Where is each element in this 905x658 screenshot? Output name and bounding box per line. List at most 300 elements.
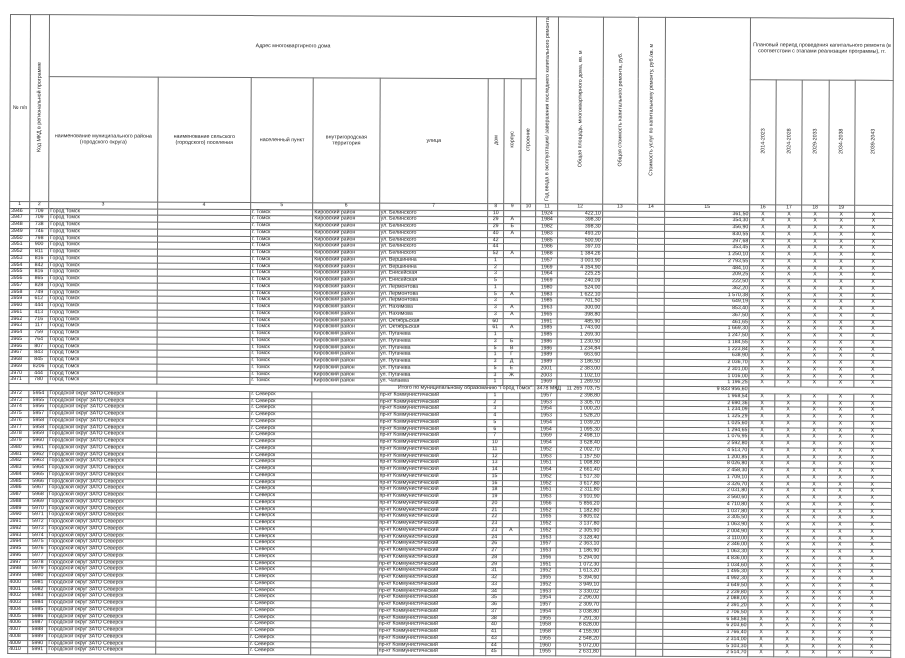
- street-cell: ул. Октябрьская: [379, 325, 487, 332]
- period-mark-cell: Х: [748, 529, 774, 536]
- area-cell: 1 072,30: [556, 562, 600, 569]
- repair-cost-cell: 209,25: [664, 272, 749, 279]
- house-cell: 40: [486, 622, 502, 629]
- period-mark-cell: Х: [854, 360, 892, 367]
- house-cell: 35: [486, 595, 502, 602]
- house-cell: 2: [487, 399, 503, 406]
- mkd-id-cell: 5975: [28, 539, 47, 546]
- area-cell: 1 622,10: [558, 292, 602, 299]
- period-mark-cell: Х: [827, 434, 853, 441]
- municipality-cell: Городской округ ЗАТО Северск: [47, 580, 155, 587]
- year-cell: 1954: [535, 440, 557, 447]
- period-mark-cell: Х: [748, 616, 774, 623]
- column-number-cell: 8: [488, 203, 504, 210]
- period-mark-cell: Х: [801, 434, 827, 441]
- period-mark-cell: Х: [854, 300, 892, 307]
- mkd-id-cell: 5961: [29, 444, 48, 451]
- period-mark-cell: Х: [828, 252, 854, 259]
- house-cell: 23: [486, 527, 502, 534]
- row-number-cell: 3956: [9, 276, 29, 283]
- col-header-address-group: Адрес многоквартирного дома: [49, 15, 536, 79]
- row-number-cell: 3962: [9, 316, 29, 323]
- street-cell: пр-кт Коммунистический: [378, 406, 486, 413]
- municipality-cell: Городской округ ЗАТО Северск: [47, 559, 155, 566]
- locality-cell: г. Томск: [250, 310, 312, 317]
- year-cell: 1952: [535, 447, 557, 454]
- row-number-cell: 3969: [9, 363, 29, 370]
- street-cell: пр-кт Коммунистический: [378, 433, 486, 440]
- year-cell: 1955: [534, 636, 556, 643]
- period-mark-cell: Х: [749, 427, 775, 434]
- column-number-cell: 10: [521, 203, 536, 210]
- street-cell: ул. Вершинина: [379, 257, 487, 264]
- area-cell: 1 008,80: [557, 460, 601, 467]
- row-number-cell: 3967: [9, 350, 29, 357]
- period-mark-cell: Х: [854, 232, 892, 239]
- house-cell: 42: [488, 237, 504, 244]
- period-mark-cell: Х: [828, 232, 854, 239]
- locality-cell: г. Томск: [250, 344, 312, 351]
- area-cell: 1 000,20: [557, 406, 601, 413]
- municipality-cell: Городской округ ЗАТО Северск: [48, 451, 156, 458]
- locality-cell: г. Томск: [250, 277, 312, 284]
- period-mark-cell: Х: [775, 495, 801, 502]
- period-mark-cell: Х: [750, 238, 776, 245]
- period-mark-cell: Х: [749, 373, 775, 380]
- period-mark-cell: Х: [827, 414, 853, 421]
- col-header-cost-total: Общая стоимость капитального ремонта, руб.: [602, 17, 638, 204]
- locality-cell: г. Северск: [250, 412, 312, 419]
- period-mark-cell: Х: [749, 414, 775, 421]
- street-cell: пр-кт Коммунистический: [378, 412, 486, 419]
- area-cell: 4 155,90: [556, 629, 600, 636]
- period-mark-cell: Х: [749, 353, 775, 360]
- period-mark-cell: Х: [827, 495, 853, 502]
- year-cell: 1953: [534, 588, 556, 595]
- locality-cell: г. Северск: [249, 513, 311, 520]
- locality-cell: г. Северск: [250, 398, 312, 405]
- period-mark-cell: Х: [801, 347, 827, 354]
- period-mark-cell: Х: [775, 373, 801, 380]
- year-cell: 1953: [535, 453, 557, 460]
- street-cell: пр-кт Коммунистический: [378, 439, 486, 446]
- house-cell: 44: [486, 642, 502, 649]
- year-cell: 1959: [535, 433, 557, 440]
- area-cell: 493,20: [558, 231, 602, 238]
- col-header-district: внутригородская территория: [313, 77, 380, 202]
- repair-cost-cell: 6 203,60: [663, 623, 748, 630]
- repair-cost-cell: 1 016,00: [664, 373, 749, 380]
- total-label: Итого по муниципальному образованию "Город Томск":: [378, 385, 535, 392]
- period-mark-cell: Х: [853, 529, 891, 536]
- house-cell: 16: [486, 480, 502, 487]
- period-mark-cell: Х: [801, 475, 827, 482]
- period-mark-cell: Х: [800, 650, 826, 657]
- period-mark-cell: Х: [828, 279, 854, 286]
- period-mark-cell: Х: [827, 441, 853, 448]
- period-mark-cell: Х: [748, 556, 774, 563]
- row-number-cell: 3996: [8, 552, 28, 559]
- period-mark-cell: Х: [776, 238, 802, 245]
- year-cell: 1985: [535, 332, 557, 339]
- period-mark-cell: Х: [853, 495, 891, 502]
- row-number-cell: 3960: [9, 303, 29, 310]
- mkd-id-cell: 5986: [28, 613, 47, 620]
- period-mark-cell: Х: [854, 320, 892, 327]
- mkd-id-cell: 5979: [28, 566, 47, 573]
- row-number-cell: 4009: [8, 640, 28, 647]
- area-cell: 3 038,80: [556, 609, 600, 616]
- period-mark-cell: Х: [801, 448, 827, 455]
- street-cell: пр-кт Коммунистический: [378, 541, 486, 548]
- mkd-id-cell: 5985: [28, 606, 47, 613]
- repair-cost-cell: 649,19: [664, 299, 749, 306]
- area-cell: 398,80: [558, 312, 602, 319]
- year-cell: 1984: [536, 217, 558, 224]
- period-mark-cell: Х: [750, 211, 776, 218]
- area-cell: 3 328,40: [557, 535, 601, 542]
- house-cell: 20: [486, 500, 502, 507]
- locality-cell: г. Северск: [249, 526, 311, 533]
- house-cell: 44: [488, 244, 504, 251]
- area-cell: 1 384,26: [558, 251, 602, 258]
- period-mark-cell: Х: [802, 218, 828, 225]
- street-cell: пр-кт Коммунистический: [378, 480, 486, 487]
- period-mark-cell: Х: [749, 434, 775, 441]
- area-cell: 422,10: [558, 211, 602, 218]
- locality-cell: г. Северск: [249, 594, 311, 601]
- period-mark-cell: Х: [775, 508, 801, 515]
- year-cell: 1954: [534, 595, 556, 602]
- period-mark-cell: Х: [853, 509, 891, 516]
- period-mark-cell: Х: [774, 630, 800, 637]
- period-mark-cell: Х: [826, 617, 852, 624]
- year-cell: 1963: [536, 305, 558, 312]
- period-mark-cell: Х: [853, 556, 891, 563]
- year-cell: 1985: [536, 298, 558, 305]
- period-mark-cell: Х: [748, 562, 774, 569]
- year-cell: 1986: [535, 339, 557, 346]
- house-cell: 29: [486, 561, 502, 568]
- period-mark-cell: Х: [775, 367, 801, 374]
- row-number-cell: 3986: [8, 485, 28, 492]
- street-cell: ул. Пугачева: [378, 372, 486, 379]
- area-cell: 2 311,80: [557, 487, 601, 494]
- period-mark-cell: Х: [828, 293, 854, 300]
- area-cell: 397,03: [558, 244, 602, 251]
- year-cell: 1964: [536, 271, 558, 278]
- area-cell: 701,50: [558, 298, 602, 305]
- locality-cell: г. Томск: [250, 337, 312, 344]
- municipality-cell: Городской округ ЗАТО Северск: [47, 553, 155, 560]
- municipality-cell: Городской округ ЗАТО Северск: [48, 492, 156, 499]
- period-mark-cell: Х: [749, 515, 775, 522]
- street-cell: ул. Пугачева: [379, 345, 487, 352]
- period-mark-cell: Х: [801, 340, 827, 347]
- area-cell: 4 354,90: [558, 265, 602, 272]
- period-mark-cell: Х: [828, 225, 854, 232]
- period-mark-cell: Х: [748, 583, 774, 590]
- year-cell: 1953: [535, 534, 557, 541]
- year-cell: 1957: [534, 541, 556, 548]
- locality-cell: г. Северск: [249, 574, 311, 581]
- period-mark-cell: Х: [827, 590, 853, 597]
- repair-cost-cell: 1 184,55: [664, 339, 749, 346]
- repair-cost-cell: 1 709,10: [663, 474, 748, 481]
- row-number-cell: 3950: [10, 235, 30, 242]
- municipality-cell: Город Томск: [49, 262, 157, 269]
- period-mark-cell: Х: [774, 643, 800, 650]
- year-cell: 1952: [534, 568, 556, 575]
- row-number-cell: 4010: [8, 647, 28, 654]
- mkd-id-cell: 5962: [29, 451, 48, 458]
- mkd-id-cell: 5959: [29, 431, 48, 438]
- district-cell: Кировский район: [312, 324, 378, 331]
- municipality-cell: Городской округ ЗАТО Северск: [47, 532, 155, 539]
- street-cell: пр-кт Коммунистический: [377, 615, 485, 622]
- period-mark-cell: Х: [854, 286, 892, 293]
- period-mark-cell: Х: [749, 441, 775, 448]
- mkd-id-cell: 5976: [28, 546, 47, 553]
- period-mark-cell: Х: [826, 650, 852, 657]
- block-cell: Ж: [503, 372, 520, 379]
- area-cell: 1 186,90: [557, 548, 601, 555]
- repair-cost-cell: 2 514,70: [663, 650, 748, 657]
- municipality-cell: Городской округ ЗАТО Северск: [47, 539, 155, 546]
- period-mark-cell: Х: [853, 570, 891, 577]
- municipality-cell: Город Томск: [48, 283, 156, 290]
- period-mark-cell: Х: [748, 522, 774, 529]
- repair-cost-cell: 1 034,60: [663, 562, 748, 569]
- period-mark-cell: Х: [801, 407, 827, 414]
- row-number-cell: 3946: [10, 208, 30, 215]
- period-mark-cell: Х: [750, 245, 776, 252]
- period-mark-cell: Х: [801, 495, 827, 502]
- period-mark-cell: Х: [853, 441, 891, 448]
- period-mark-cell: Х: [826, 610, 852, 617]
- period-mark-cell: Х: [853, 448, 891, 455]
- repair-cost-cell: 1 234,09: [664, 407, 749, 414]
- street-cell: ул. Белинского: [379, 230, 487, 237]
- period-mark-cell: Х: [776, 259, 802, 266]
- period-mark-cell: Х: [749, 346, 775, 353]
- col-header-cost-per-m2: Стоимость услуг по капитальному ремонту, руб./кв. м: [637, 17, 665, 204]
- column-number-cell: 5: [251, 202, 313, 209]
- block-cell: А: [504, 217, 521, 224]
- row-number-cell: 3990: [8, 512, 28, 519]
- period-mark-cell: Х: [748, 610, 774, 617]
- col-header-municipality: наименование муниципального района (городского округа): [49, 76, 158, 202]
- col-header-locality: населенный пункт: [251, 77, 314, 202]
- repair-cost-cell: 2 088,00: [663, 596, 748, 603]
- mkd-id-cell: 5987: [28, 620, 47, 627]
- district-cell: Кировский район: [312, 317, 378, 324]
- house-cell: 3: [487, 271, 503, 278]
- mkd-id-cell: 5960: [29, 438, 48, 445]
- block-cell: [502, 649, 519, 656]
- repair-cost-cell: 2 706,50: [663, 609, 748, 616]
- period-mark-cell: Х: [775, 380, 801, 387]
- row-number-cell: 3994: [8, 539, 28, 546]
- row-number-cell: 3980: [9, 444, 29, 451]
- period-mark-cell: Х: [827, 529, 853, 536]
- year-cell: 1969: [536, 264, 558, 271]
- period-mark-cell: Х: [749, 508, 775, 515]
- mkd-id-cell: 5980: [28, 573, 47, 580]
- municipality-cell: Город Томск: [49, 242, 157, 249]
- block-cell: Б: [504, 224, 521, 231]
- area-cell: 2 296,00: [556, 595, 600, 602]
- municipality-cell: Городской округ ЗАТО Северск: [47, 607, 155, 614]
- period-mark-cell: Х: [853, 489, 891, 496]
- period-mark-cell: Х: [854, 293, 892, 300]
- repair-cost-cell: 4 710,80: [663, 501, 748, 508]
- municipality-cell: Город Томск: [49, 215, 157, 222]
- period-mark-cell: Х: [826, 644, 852, 651]
- block-cell: А: [504, 251, 521, 258]
- period-mark-cell: Х: [774, 650, 800, 657]
- street-cell: ул. Белинского: [379, 217, 487, 224]
- municipality-cell: Городской округ ЗАТО Северск: [47, 512, 155, 519]
- area-cell: 398,30: [558, 224, 602, 231]
- period-mark-cell: Х: [748, 596, 774, 603]
- col-header-spacer: [665, 17, 751, 204]
- period-mark-cell: Х: [750, 279, 776, 286]
- area-cell: 3 137,80: [557, 521, 601, 528]
- locality-cell: г. Томск: [250, 283, 312, 290]
- year-cell: 1986: [536, 244, 558, 251]
- house-cell: 4: [487, 413, 503, 420]
- period-mark-cell: Х: [776, 252, 802, 259]
- row-number-cell: 3981: [9, 451, 29, 458]
- repair-cost-cell: 354,30: [664, 218, 749, 225]
- year-cell: 1957: [536, 258, 558, 265]
- district-cell: Кировский район: [313, 304, 379, 311]
- document-page: [7, 14, 894, 657]
- period-mark-cell: Х: [801, 367, 827, 374]
- mkd-id-cell: 5991: [28, 647, 47, 654]
- repair-cost-cell: 2 690,36: [664, 400, 749, 407]
- area-cell: 3 617,80: [557, 481, 601, 488]
- locality-cell: г. Томск: [250, 250, 312, 257]
- period-mark-cell: Х: [775, 535, 801, 542]
- area-cell: 300,00: [558, 305, 602, 312]
- period-mark-cell: Х: [854, 374, 892, 381]
- period-mark-cell: Х: [800, 596, 826, 603]
- repair-cost-cell: 1 247,50: [664, 332, 749, 339]
- year-cell: 1955: [534, 615, 556, 622]
- locality-cell: г. Северск: [249, 580, 311, 587]
- period-mark-cell: Х: [802, 245, 828, 252]
- period-mark-cell: Х: [800, 617, 826, 624]
- row-number-cell: 3992: [8, 525, 28, 532]
- municipality-cell: Городской округ ЗАТО Северск: [47, 505, 155, 512]
- period-mark-cell: Х: [827, 482, 853, 489]
- municipality-cell: Городской округ ЗАТО Северск: [48, 478, 156, 485]
- block-cell: Г: [503, 352, 520, 359]
- area-cell: 7 291,30: [556, 616, 600, 623]
- locality-cell: г. Северск: [249, 628, 311, 635]
- period-mark-cell: Х: [802, 212, 828, 219]
- period-mark-cell: Х: [749, 367, 775, 374]
- street-cell: ул. Нахимова: [379, 304, 487, 311]
- row-number-cell: 4000: [8, 579, 28, 586]
- house-cell: 60: [487, 318, 503, 325]
- municipality-cell: Городской округ ЗАТО Северск: [47, 519, 155, 526]
- year-cell: 1955: [534, 649, 556, 656]
- period-mark-cell: Х: [854, 266, 892, 273]
- mkd-id-cell: 842: [29, 262, 48, 269]
- house-cell: 41: [486, 629, 502, 636]
- period-mark-cell: Х: [774, 556, 800, 563]
- street-cell: пр-кт Коммунистический: [378, 520, 486, 527]
- period-mark-cell: Х: [775, 333, 801, 340]
- column-number-cell: 2: [30, 201, 49, 208]
- row-number-cell: 4006: [8, 620, 28, 627]
- row-number-cell: 3971: [9, 377, 29, 384]
- repair-cost-cell: 3 766,40: [663, 629, 748, 636]
- period-mark-cell: Х: [827, 401, 853, 408]
- area-cell: 1 157,50: [557, 454, 601, 461]
- row-number-cell: 3978: [9, 431, 29, 438]
- house-cell: 3: [487, 305, 503, 312]
- row-number-cell: 3964: [9, 330, 29, 337]
- municipality-cell: Городской округ ЗАТО Северск: [48, 458, 156, 465]
- municipality-cell: Городской округ ЗАТО Северск: [48, 391, 156, 398]
- repair-cost-cell: 638,90: [664, 353, 749, 360]
- area-cell: 3 628,40: [557, 440, 601, 447]
- period-mark-cell: Х: [774, 576, 800, 583]
- mkd-id-cell: 5983: [28, 593, 47, 600]
- district-cell: Кировский район: [313, 209, 379, 216]
- area-cell: 2 305,90: [557, 528, 601, 535]
- period-mark-cell: Х: [854, 333, 892, 340]
- repair-cost-cell: 2 793,55: [664, 258, 749, 265]
- repair-cost-cell: 3 560,60: [663, 494, 748, 501]
- street-cell: пр-кт Коммунистический: [377, 635, 485, 642]
- district-cell: Кировский район: [312, 351, 378, 358]
- col-header-building: строение: [521, 78, 537, 203]
- repair-cost-cell: 362,20: [664, 285, 749, 292]
- period-mark-cell: Х: [853, 583, 891, 590]
- row-number-cell: 3982: [9, 458, 29, 465]
- district-cell: Кировский район: [312, 371, 378, 378]
- locality-cell: г. Северск: [249, 614, 311, 621]
- house-cell: 19: [486, 494, 502, 501]
- mkd-id-cell: 5971: [28, 512, 47, 519]
- year-cell: 1991: [535, 318, 557, 325]
- municipality-cell: Город Томск: [49, 229, 157, 236]
- municipality-cell: Город Томск: [48, 343, 156, 350]
- house-cell: 24: [486, 534, 502, 541]
- area-cell: 2 631,80: [556, 649, 600, 656]
- district-cell: Кировский район: [313, 270, 379, 277]
- repair-cost-cell: 2 346,00: [663, 542, 748, 549]
- block-cell: А: [503, 291, 520, 298]
- locality-cell: г. Северск: [250, 439, 312, 446]
- year-cell: 1955: [535, 514, 557, 521]
- street-cell: пр-кт Коммунистический: [377, 608, 485, 615]
- area-cell: 5 394,60: [556, 575, 600, 582]
- row-number-cell: 3984: [8, 471, 28, 478]
- area-cell: 5 294,00: [557, 555, 601, 562]
- repair-cost-cell: 1 200,85: [663, 454, 748, 461]
- mkd-id-cell: 865: [29, 276, 48, 283]
- period-mark-cell: Х: [775, 488, 801, 495]
- municipality-cell: Город Томск: [48, 377, 156, 384]
- repair-cost-cell: 4 992,30: [663, 575, 748, 582]
- repair-cost-cell: 1 223,84: [664, 346, 749, 353]
